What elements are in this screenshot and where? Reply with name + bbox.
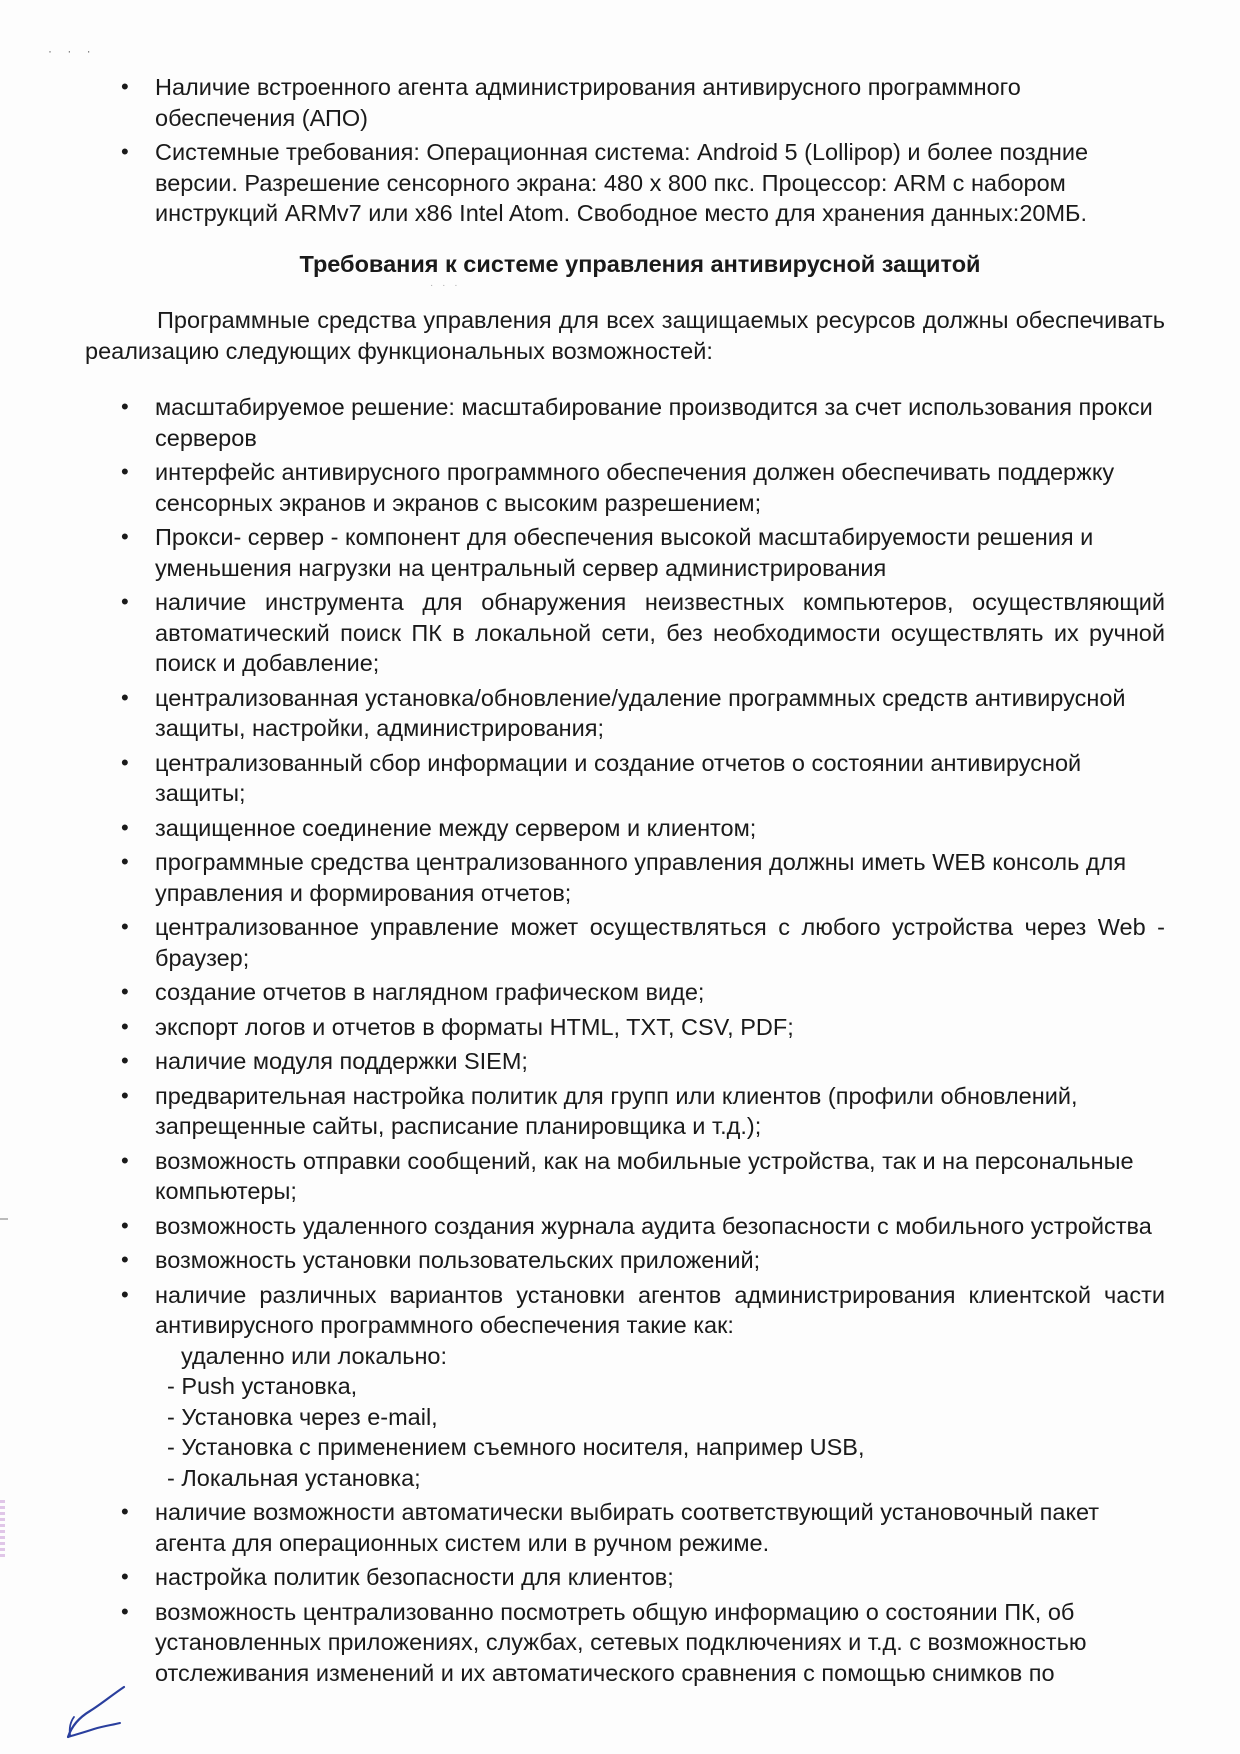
signature-mark-icon: [60, 1665, 140, 1745]
list-item-agent-variants: [85, 1280, 1165, 1494]
list-item: • возможность удаленного создания журнала аудита безопасности с мобильного устройства: [85, 1211, 1165, 1242]
list-item: • наличие возможности автоматически выбирать соответствующий установочный пакет агента для операционных систем или в ручном режиме.: [85, 1497, 1165, 1558]
list-item: • интерфейс антивирусного программного обеспечения должен обеспечивать поддержку сенсорных экранов и экранов с высоким разрешением;: [85, 457, 1165, 518]
scan-artifact-mid: · · ·: [430, 280, 461, 291]
list-item: • масштабируемое решение: масштабирование производится за счет использования прокси серверов: [85, 392, 1165, 453]
list-item: • возможность централизованно посмотреть общую информацию о состоянии ПК, об установленных приложениях, службах, сетевых подключениях и т.д. с возможностью отслеживания изменений и их автоматического сравнения с помощью снимков по: [85, 1597, 1165, 1689]
scan-artifact-left-line: [0, 1218, 8, 1220]
scan-artifact-margin-marks: [0, 1500, 5, 1560]
list-item: • централизованный сбор информации и создание отчетов о состоянии антивирусной защиты;: [85, 748, 1165, 809]
agent-variants-text: • наличие различных вариантов установки агентов администрирования клиентской части антивирусного программного обеспечения такие как:: [155, 1281, 1165, 1338]
list-item: • возможность отправки сообщений, как на мобильные устройства, так и на персональные компьютеры;: [85, 1146, 1165, 1207]
list-item: • защищенное соединение между сервером и клиентом;: [85, 813, 1165, 844]
list-item: • наличие модуля поддержки SIEM;: [85, 1046, 1165, 1077]
list-item: • наличие инструмента для обнаружения неизвестных компьютеров, осуществляющий автоматический поиск ПК в локальной сети, без необходимости осуществлять их ручной поиск и добавление;: [85, 587, 1165, 679]
list-item: • возможность установки пользовательских приложений;: [85, 1245, 1165, 1276]
list-item: • централизованная установка/обновление/удаление программных средств антивирусной защиты, настройки, администрирования;: [85, 683, 1165, 744]
agent-variant-sub: - Push установка,: [167, 1373, 358, 1399]
list-item: • Системные требования: Операционная система: Android 5 (Lollipop) и более поздние версии. Разрешение сенсорного экрана: 480 х 800 пкс. Процессор: ARM с набором инструкций ARMv7 или x86 Intel Atom. Свободное место для хранения данных:20МБ.: [85, 137, 1165, 229]
agent-variant-sub: - Локальная установка;: [167, 1464, 421, 1491]
document-body: [85, 72, 1165, 1692]
requirements-list: [85, 392, 1165, 1688]
scan-artifact-top: · · ·: [48, 44, 97, 58]
list-item: • централизованное управление может осуществляться с любого устройства через Web - браузер;: [85, 912, 1165, 973]
list-item: • программные средства централизованного управления должны иметь WEB консоль для управления и формирования отчетов;: [85, 847, 1165, 908]
top-bullet-list: [85, 72, 1165, 229]
list-item: • Наличие встроенного агента администрирования антивирусного программного обеспечения (АПО): [85, 72, 1165, 133]
intro-paragraph: Программные средства управления для всех защищаемых ресурсов должны обеспечивать реализацию следующих функциональных возможностей:: [85, 307, 1165, 364]
section-heading: Требования к системе управления антивирусной защитой: [299, 250, 981, 277]
list-item: • Прокси- сервер - компонент для обеспечения высокой масштабируемости решения и уменьшения нагрузки на центральный сервер администрирования: [85, 522, 1165, 583]
list-item: • экспорт логов и отчетов в форматы HTML, TXT, CSV, PDF;: [85, 1012, 1165, 1043]
agent-variant-sub: - Установка с применением съемного носителя, например USB,: [167, 1434, 865, 1460]
agent-variant-sub: - Установка через e-mail,: [167, 1403, 438, 1430]
list-item: • настройка политик безопасности для клиентов;: [85, 1562, 1165, 1593]
agent-variant-sub: удаленно или локально:: [181, 1342, 448, 1369]
list-item: • предварительная настройка политик для групп или клиентов (профили обновлений, запрещенные сайты, расписание планировщика и т.д.);: [85, 1081, 1165, 1142]
list-item: • создание отчетов в наглядном графическом виде;: [85, 977, 1165, 1008]
